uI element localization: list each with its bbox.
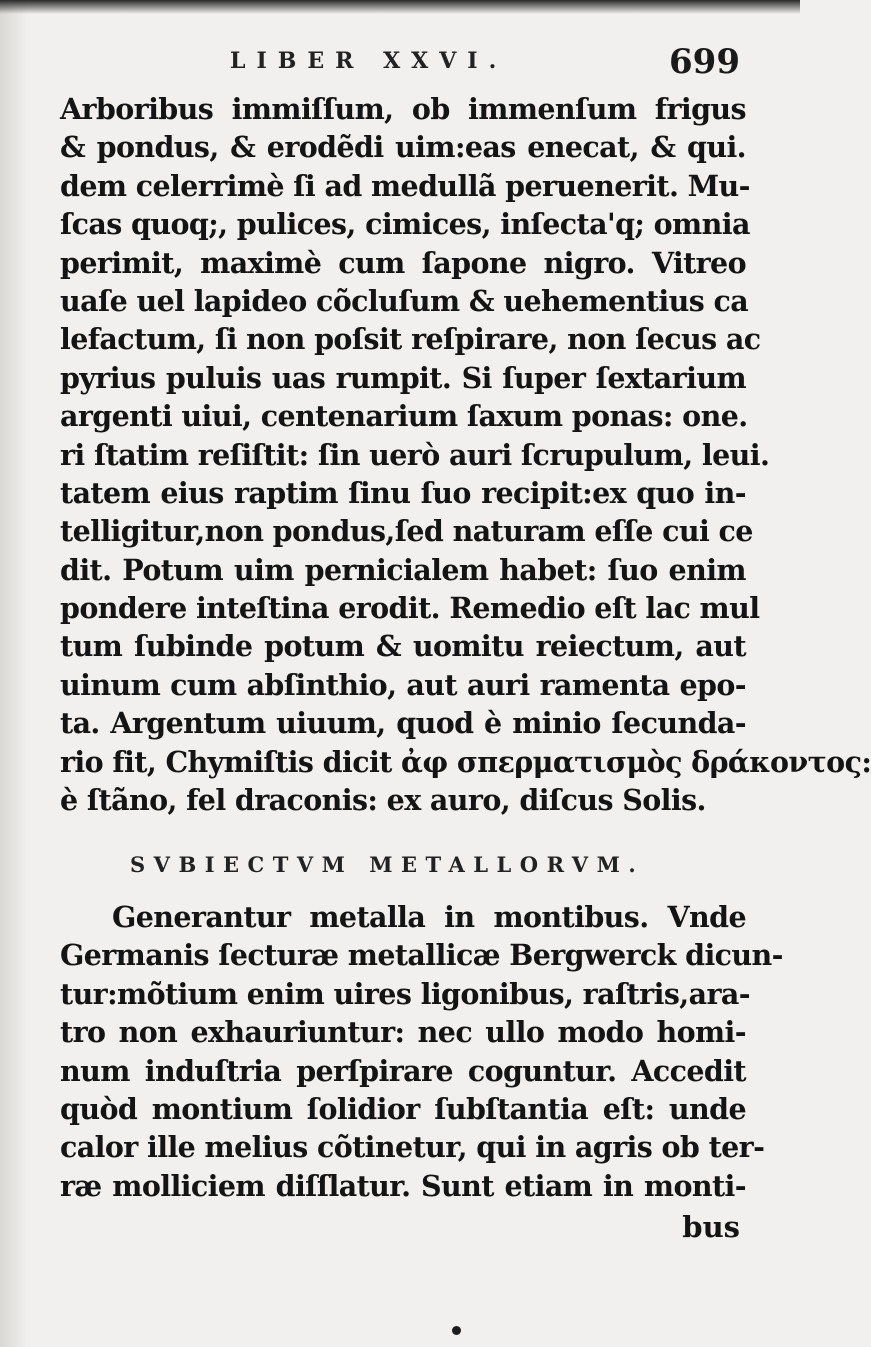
text-line: uaſe uel lapideo cõcluſum & uehementius ca: [60, 283, 749, 318]
text-line: perimit, maximè cum ſapone nigro. Vitreo: [60, 245, 746, 280]
text-line: ſcas quoq;, pulices, cimices, inſecta'q; omnia: [60, 207, 750, 242]
running-head: [60, 42, 740, 86]
text-line: tur:mõtium enim uires ligonibus, raſtris,ara-: [60, 976, 750, 1011]
paragraph-argentum-vivum: [60, 90, 871, 819]
text-line: tatem eius raptim ſinu ſuo recipit:ex quo in-: [60, 475, 746, 510]
text-line: ta. Argentum uiuum, quod è minio ſecunda-: [60, 706, 746, 741]
text-line: & pondus, & erodẽdi uim:eas enecat, & qui.: [60, 130, 746, 165]
catchword: bus: [682, 1210, 740, 1244]
page-number: 699: [669, 42, 740, 82]
text-line: quòd montium ſolidior ſubſtantia eſt: unde: [60, 1091, 746, 1126]
text-line: uinum cum abſinthio, aut auri ramenta epo-: [60, 667, 746, 702]
text-line: argenti uiui, centenarium ſaxum ponas: one.: [60, 399, 748, 434]
text-line: è ſtãno, fel draconis: ex auro, diſcus Solis.: [60, 783, 706, 818]
text-line: tum ſubinde potum & uomitu reiectum, aut: [60, 629, 746, 664]
text-line: pondere inteſtina erodit. Remedio eſt lac mul: [60, 591, 760, 626]
text-line: Germanis ſecturæ metallicæ Bergwerck dicun-: [60, 938, 783, 973]
text-line: telligitur,non pondus,ſed naturam eſſe cui ce: [60, 514, 753, 549]
section-heading: SVBIECTVM METALLORVM.: [130, 852, 645, 877]
text-line: ræ molliciem diſſlatur. Sunt etiam in monti-: [60, 1168, 746, 1203]
text-line: pyrius puluis uas rumpit. Si ſuper ſextarium: [60, 360, 746, 395]
paragraph-subiectum-metallorum: [60, 898, 783, 1205]
text-line: Arboribus immiſſum, ob immenſum frigus: [60, 92, 746, 126]
text-line: dem celerrimè ſi ad medullã peruenerit. Mu-: [60, 168, 750, 203]
text-line: Generantur metalla in montibus. Vnde: [112, 900, 746, 934]
page-edge-shadow: [0, 0, 28, 1347]
text-line: dit. Potum uim pernicialem habet: ſuo enim: [60, 552, 746, 587]
running-head-title: LIBER XXVI.: [230, 48, 508, 74]
ink-spot: [452, 1326, 461, 1335]
text-line: lefactum, ſi non poſsit reſpirare, non ſecus ac: [60, 322, 761, 357]
text-line: tro non exhauriuntur: nec ullo modo homi-: [60, 1015, 746, 1050]
text-line: ri ſtatim reſiſtit: ſin uerò auri ſcrupulum, leui.: [60, 437, 770, 472]
text-line: num induſtria perſpirare coguntur. Accedit: [60, 1053, 746, 1088]
text-line: rio fit, Chymiſtis dicit ἀφ σπερματισμὸς δράκοντος:: [60, 744, 871, 779]
page-top-shadow: [0, 0, 800, 14]
text-line: calor ille melius cõtinetur, qui in agris ob ter-: [60, 1130, 765, 1165]
